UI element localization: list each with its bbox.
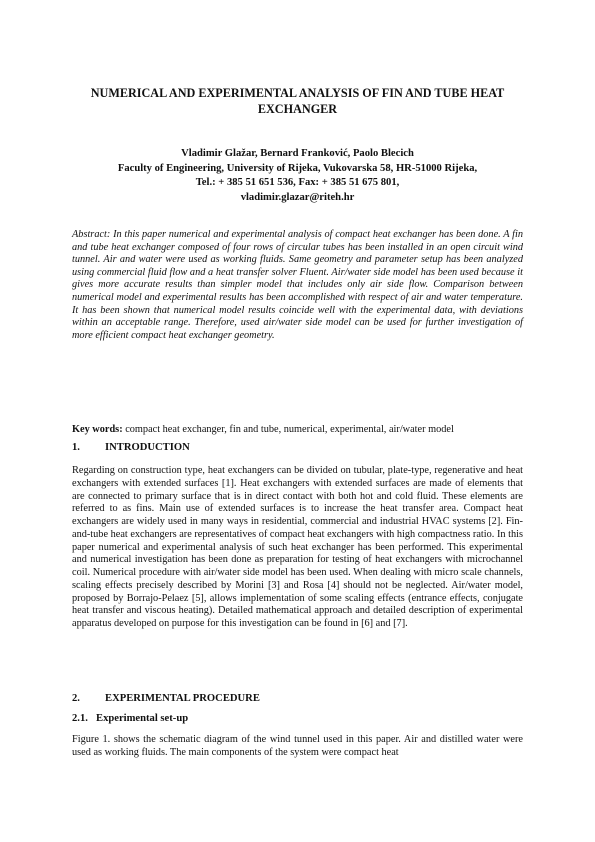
keywords: [72, 423, 523, 436]
author-names: Vladimir Glažar, Bernard Franković, Paolo Blecich: [181, 148, 414, 159]
author-block: [60, 147, 535, 205]
subsection-heading-experimental-setup: [72, 712, 188, 725]
experimental-setup-paragraph: Figure 1. shows the schematic diagram of the wind tunnel used in this paper. Air and distilled water were used as working fluids. The main components of the system were compact heat: [72, 734, 523, 758]
section-number: 1.: [72, 442, 80, 453]
keywords-label: Key words:: [72, 424, 123, 435]
section-heading-introduction: [72, 441, 190, 454]
affiliation: Faculty of Engineering, University of Rijeka, Vukovarska 58, HR-51000 Rijeka,: [117, 162, 478, 174]
author-email: vladimir.glazar@riteh.hr: [240, 191, 355, 203]
section-heading-experimental-procedure: [72, 692, 260, 705]
keywords-text: compact heat exchanger, fin and tube, numerical, experimental, air/water model: [125, 424, 454, 435]
section-title: INTRODUCTION: [105, 442, 190, 453]
contact-info: Tel.: + 385 51 651 536, Fax: + 385 51 675 801,: [195, 177, 400, 189]
subsection-title: Experimental set-up: [96, 713, 189, 724]
section-title: EXPERIMENTAL PROCEDURE: [105, 693, 260, 704]
paper-title: NUMERICAL AND EXPERIMENTAL ANALYSIS OF FIN AND TUBE HEAT EXCHANGER: [90, 86, 505, 116]
section-number: 2.: [72, 693, 80, 704]
abstract-label: Abstract:: [72, 229, 111, 240]
abstract: [72, 229, 523, 342]
abstract-text: In this paper numerical and experimental analysis of compact heat exchanger has been done. A fin and tube heat exchanger composed of four rows of circular tubes has been installed in an open circuit wind tunnel. Air and water were used as working fluids. Same geometry and parameter setup has been analyzed using commercial fluid flow and a heat transfer solver Fluent. Air/water side model has been used because it gives more accurate results than simpler model that includes only air side flow. Comparison between numerical model and experimental results has been accomplished with respect of air and water temperature. It has been shown that numerical model results coincide well with the experimental data, with deviations within an acceptable range. Therefore, used air/water side model can be used for further investigation of more efficient compact heat exchanger geometry.: [72, 229, 523, 341]
subsection-number: 2.1.: [72, 713, 88, 724]
introduction-paragraph: Regarding on construction type, heat exchangers can be divided on tubular, plate-type, regenerative and heat exchangers with extended surfaces [1]. Heat exchangers with extended surfaces are made of elements that are connected to primary surface that is in direct contact with both hot and cold fluid. These elements are referred to as fins. Main use of extended surfaces is to increase the heat transfer area. Compact heat exchangers are widely used in many ways in residential, commercial and industrial HVAC systems [2]. Fin-and-tube heat exchangers are representatives of compact heat exchangers with high compactness ratio. In this paper numerical and experimental analysis of such heat exchanger has been performed. This experimental and numerical investigation has been done as preparation for testing of heat exchangers with microchannel coil. Numerical procedure with air/water side model has been used. When dealing with micro scale channels, scaling effects precisely described by Morini [3] and Rosa [4] should not be neglected. Air/water model, proposed by Borrajo-Pelaez [5], allows implementation of some scaling effects (entrance effects, conjugate heat transfer and viscous heating). Detailed mathematical approach and detailed description of experimental apparatus developed on purpose for this investigation can be found in [6] and [7].: [72, 465, 523, 629]
